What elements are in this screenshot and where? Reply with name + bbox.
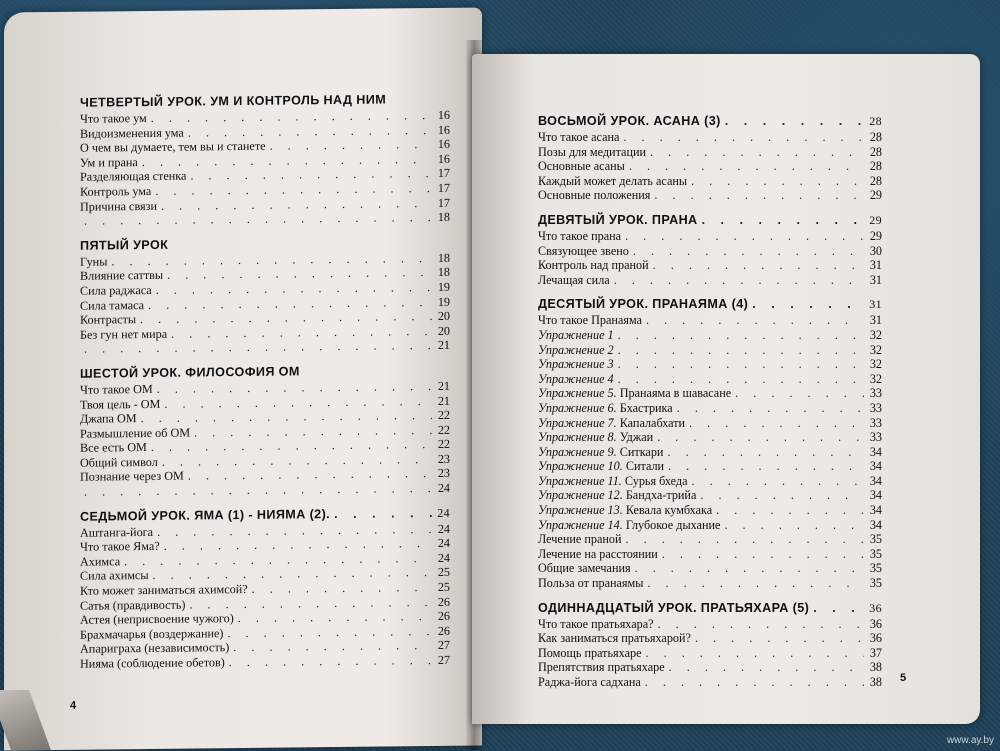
entry-page-number: 33 <box>869 386 882 401</box>
entry-title <box>538 488 696 503</box>
entry-title: Польза от пранаямы <box>538 576 644 591</box>
toc-entry <box>538 273 882 288</box>
entry-title: Без гун нет мира <box>80 326 168 342</box>
dot-leader <box>695 631 864 646</box>
dot-leader <box>724 518 864 533</box>
toc-entry <box>538 503 882 518</box>
toc-entry <box>538 313 882 328</box>
entry-title-italic: Упражнение 13. <box>538 503 623 518</box>
toc-entry <box>80 481 450 499</box>
dot-leader <box>618 372 864 387</box>
entry-page-number: 19 <box>437 279 450 294</box>
entry-page-number: 33 <box>869 415 882 430</box>
toc-entry <box>538 244 882 259</box>
section-heading-text: ЧЕТВЕРТЫЙ УРОК. УМ И КОНТРОЛЬ НАД НИМ <box>80 92 387 110</box>
entry-page-number: 17 <box>437 195 450 210</box>
entry-title: Что такое асана <box>538 130 620 144</box>
entry-title <box>538 401 673 416</box>
dot-leader <box>657 430 864 445</box>
entry-title <box>538 459 664 474</box>
section-heading-text: ОДИННАДЦАТЫЙ УРОК. ПРАТЬЯХАРА (5) <box>538 600 810 615</box>
entry-page-number: 35 <box>869 532 882 547</box>
dot-leader <box>735 386 864 401</box>
dot-leader <box>84 338 432 356</box>
toc-entry <box>80 338 450 356</box>
entry-page-number: 17 <box>437 166 450 181</box>
entry-page-number: 37 <box>869 645 882 660</box>
toc-section <box>538 114 882 203</box>
entry-title-italic: Упражнение 14. <box>538 517 623 532</box>
toc-entry <box>538 532 882 547</box>
entry-title: Контроль ума <box>80 183 152 199</box>
entry-page-number: 32 <box>869 327 882 342</box>
entry-title: Размышление об ОМ <box>80 425 191 441</box>
entry-title: Препятствия пратьяхаре <box>538 660 665 675</box>
dot-leader <box>645 675 864 690</box>
entry-page-number: 28 <box>869 144 882 159</box>
entry-title: Гуны <box>80 254 108 269</box>
section-heading-text: СЕДЬМОЙ УРОК. ЯМА (1) - НИЯМА (2). <box>80 506 331 524</box>
toc-section <box>80 505 450 671</box>
section-heading <box>538 213 882 227</box>
dot-leader <box>725 114 864 128</box>
entry-page-number: 38 <box>869 660 882 675</box>
entry-title: Лечение праной <box>538 532 622 547</box>
entry-title-italic: Упражнение 5. <box>538 386 617 401</box>
entry-title-italic: Упражнение 1 <box>538 327 614 342</box>
entry-page-number: 29 <box>869 188 882 203</box>
entry-page-number: 36 <box>869 616 882 631</box>
section-heading <box>538 601 882 615</box>
dot-leader <box>669 660 864 675</box>
dot-leader <box>647 576 864 591</box>
dot-leader <box>229 653 432 670</box>
entry-page-number: 32 <box>869 371 882 386</box>
dot-leader <box>84 210 432 228</box>
toc-entry <box>538 145 882 160</box>
entry-title: Лечащая сила <box>538 272 610 287</box>
entry-title: Астея (неприсвоение чужого) <box>80 611 234 627</box>
entry-title: Сила тамаса <box>80 297 145 313</box>
dot-leader <box>689 416 864 431</box>
entry-title <box>538 445 663 460</box>
section-heading-text: ДЕСЯТЫЙ УРОК. ПРАНАЯМА (4) <box>538 297 749 312</box>
section-heading-text: ВОСЬМОЙ УРОК. АСАНА (3) <box>538 114 721 128</box>
toc-section <box>80 363 450 500</box>
entry-title: Что такое ОМ <box>80 381 153 397</box>
section-heading <box>80 363 450 381</box>
entry-title-rest: Бхастрика <box>616 400 673 415</box>
entry-page-number: 19 <box>437 294 450 309</box>
entry-title-italic: Упражнение 7. <box>538 415 617 430</box>
entry-page-number: 23 <box>437 466 450 481</box>
entry-title-italic: Упражнение 4 <box>538 371 614 386</box>
right-page <box>472 54 980 724</box>
entry-title <box>538 357 614 372</box>
dot-leader <box>635 561 864 576</box>
entry-title: Раджа-йога садхана <box>538 675 641 689</box>
dot-leader <box>692 474 864 489</box>
entry-title: Кто может заниматься ахимсой? <box>80 581 248 598</box>
entry-title: Лечение на расстоянии <box>538 546 658 561</box>
entry-page-number: 21 <box>437 338 450 353</box>
toc-entry <box>538 328 882 343</box>
entry-title: Брахмачарья (воздержание) <box>80 626 224 642</box>
entry-page-number: 32 <box>869 357 882 372</box>
entry-title: Помощь пратьяхаре <box>538 645 642 660</box>
toc-entry <box>538 445 882 460</box>
entry-title-italic: Упражнение 2 <box>538 342 614 357</box>
toc-entry <box>538 174 882 189</box>
dot-leader <box>653 258 864 273</box>
right-toc <box>538 114 882 700</box>
left-toc <box>80 92 450 681</box>
entry-title-italic: Упражнение 6. <box>538 400 617 415</box>
entry-page-number: 24 <box>437 521 450 536</box>
entry-page-number: 34 <box>869 444 882 459</box>
dot-leader <box>658 617 864 632</box>
entry-title: Сила ахимсы <box>80 568 149 584</box>
toc-entry <box>80 653 450 671</box>
entry-title: Познание через ОМ <box>80 469 184 485</box>
section-heading <box>538 114 882 128</box>
entry-title <box>538 372 614 387</box>
entry-page-number: 22 <box>437 437 450 452</box>
toc-entry <box>538 576 882 591</box>
section-heading <box>80 235 450 253</box>
entry-title: Что такое прана <box>538 228 622 243</box>
entry-title: Каждый может делать асаны <box>538 173 688 188</box>
toc-entry <box>538 258 882 273</box>
section-page-number: 29 <box>869 212 882 227</box>
entry-title: Основные положения <box>538 188 651 203</box>
entry-page-number: 26 <box>437 594 450 609</box>
entry-title: Позы для медитации <box>538 144 647 159</box>
entry-title-italic: Упражнение 9. <box>538 444 617 459</box>
entry-page-number: 20 <box>437 308 450 324</box>
section-heading-text: ШЕСТОЙ УРОК. ФИЛОСОФИЯ ОМ <box>80 364 300 381</box>
entry-title: Как заниматься пратьяхарой? <box>538 631 691 646</box>
entry-title <box>538 430 653 445</box>
dot-leader <box>662 547 864 562</box>
section-heading <box>80 92 450 110</box>
entry-title <box>538 343 614 358</box>
dot-leader <box>650 145 864 160</box>
entry-title: Разделяющая стенка <box>80 168 187 185</box>
entry-page-number: 28 <box>869 130 882 144</box>
toc-entry <box>538 675 882 690</box>
entry-page-number: 34 <box>869 503 882 518</box>
dot-leader <box>618 328 864 343</box>
entry-page-number: 35 <box>869 546 882 561</box>
entry-title-rest: Капалабхати <box>616 415 686 430</box>
entry-title: Апариграха (независимость) <box>80 640 230 657</box>
dot-leader <box>716 503 864 518</box>
entry-page-number: 16 <box>437 137 450 152</box>
toc-entry <box>538 386 882 401</box>
section-page-number: 28 <box>869 114 882 128</box>
entry-title: Все есть ОМ <box>80 440 147 455</box>
entry-page-number: 36 <box>869 631 882 646</box>
toc-entry <box>80 210 450 228</box>
entry-page-number: 22 <box>437 422 450 437</box>
watermark: www.ay.by <box>946 735 994 746</box>
toc-section <box>80 235 450 357</box>
toc-entry <box>538 416 882 431</box>
entry-page-number: 30 <box>869 243 882 258</box>
dot-leader <box>654 188 864 203</box>
entry-title <box>538 416 685 431</box>
entry-title-rest: Ситали <box>622 459 665 474</box>
section-page-number: 24 <box>437 505 450 520</box>
entry-page-number: 16 <box>437 122 450 137</box>
entry-title <box>538 518 720 533</box>
dot-leader <box>752 297 864 311</box>
entry-page-number: 31 <box>869 258 882 273</box>
toc-entry <box>538 474 882 489</box>
entry-title: Нияма (соблюдение обетов) <box>80 655 225 671</box>
entry-page-number: 27 <box>437 652 450 667</box>
toc-entry <box>538 459 882 474</box>
entry-page-number: 31 <box>869 272 882 287</box>
entry-page-number: 34 <box>869 473 882 488</box>
entry-page-number: 22 <box>437 407 450 423</box>
left-page <box>4 7 482 750</box>
entry-title: Ахимса <box>80 554 121 569</box>
entry-page-number: 38 <box>869 675 882 689</box>
entry-page-number: 24 <box>437 480 450 496</box>
dot-leader <box>625 229 864 244</box>
dot-leader <box>700 488 864 503</box>
dot-leader <box>646 313 864 328</box>
entry-page-number: 26 <box>437 609 450 624</box>
toc-section <box>538 213 882 287</box>
dot-leader <box>614 273 864 288</box>
entry-page-number: 35 <box>869 561 882 576</box>
entry-title: Общие замечания <box>538 561 631 576</box>
entry-page-number: 18 <box>437 265 450 280</box>
entry-page-number: 21 <box>437 378 450 393</box>
entry-title: Что такое ум <box>80 111 147 126</box>
dot-leader <box>618 343 864 358</box>
entry-page-number: 28 <box>869 159 882 174</box>
entry-page-number: 34 <box>869 488 882 503</box>
entry-title: О чем вы думаете, тем вы и станете <box>80 138 266 155</box>
entry-title-rest: Уджаи <box>616 430 654 445</box>
entry-title: Влияние саттвы <box>80 268 164 284</box>
entry-title-italic: Упражнение 11. <box>538 473 622 488</box>
entry-title <box>538 386 731 401</box>
entry-page-number: 26 <box>437 623 450 638</box>
dot-leader <box>623 130 864 145</box>
entry-title <box>538 328 614 343</box>
toc-entry <box>538 488 882 503</box>
entry-page-number: 31 <box>869 313 882 328</box>
dot-leader <box>84 481 432 499</box>
entry-page-number: 27 <box>437 638 450 653</box>
dot-leader <box>702 213 864 227</box>
entry-title: Основные асаны <box>538 159 625 174</box>
entry-title: Связующее звено <box>538 243 629 258</box>
entry-title: Контрасты <box>80 312 137 327</box>
toc-entry <box>538 343 882 358</box>
toc-entry <box>538 159 882 174</box>
entry-title: Сила раджаса <box>80 282 152 298</box>
entry-page-number: 18 <box>437 250 450 265</box>
entry-title: Видоизменения ума <box>80 125 184 141</box>
entry-title-italic: Упражнение 12. <box>538 488 623 503</box>
section-heading-text: ПЯТЫЙ УРОК <box>80 237 169 253</box>
toc-entry <box>538 401 882 416</box>
dot-leader <box>668 459 864 474</box>
entry-page-number: 33 <box>869 400 882 415</box>
entry-title-rest: Пранаяма в шавасане <box>616 386 732 401</box>
toc-entry <box>538 631 882 646</box>
dot-leader <box>646 646 864 661</box>
toc-section <box>80 92 450 229</box>
entry-title-rest: Сурья бхеда <box>621 473 688 488</box>
entry-page-number: 32 <box>869 342 882 357</box>
toc-entry <box>538 357 882 372</box>
dot-leader <box>618 357 864 372</box>
section-page-number: 36 <box>869 600 882 615</box>
dot-leader <box>667 445 864 460</box>
toc-entry <box>538 617 882 632</box>
entry-title <box>538 503 712 518</box>
toc-entry <box>538 372 882 387</box>
entry-title <box>538 474 688 489</box>
entry-title: Сатья (правдивость) <box>80 597 186 613</box>
toc-entry <box>538 188 882 203</box>
dot-leader <box>633 244 864 259</box>
entry-page-number: 34 <box>869 459 882 474</box>
left-page-number: 4 <box>70 699 77 712</box>
toc-entry <box>538 660 882 675</box>
entry-title: Что такое пратьяхара? <box>538 616 654 631</box>
entry-title: Ум и прана <box>80 154 138 170</box>
entry-title: Джапа ОМ <box>80 411 137 426</box>
section-heading <box>80 505 450 523</box>
entry-page-number: 33 <box>869 430 882 445</box>
entry-page-number: 29 <box>869 228 882 243</box>
entry-title-italic: Упражнение 3 <box>538 357 614 372</box>
entry-title: Аштанга-йога <box>80 524 154 540</box>
entry-page-number: 18 <box>437 209 450 225</box>
toc-entry <box>538 430 882 445</box>
toc-entry <box>538 229 882 244</box>
entry-page-number: 21 <box>437 393 450 408</box>
entry-page-number: 23 <box>437 451 450 466</box>
dot-leader <box>691 174 864 189</box>
right-page-number: 5 <box>900 672 907 684</box>
entry-page-number: 25 <box>437 565 450 580</box>
entry-title-rest: Ситкари <box>616 444 664 459</box>
dot-leader <box>334 506 432 521</box>
entry-page-number: 25 <box>437 579 450 594</box>
toc-entry <box>538 646 882 661</box>
dot-leader <box>677 401 864 416</box>
toc-entry <box>538 130 882 145</box>
entry-title: Что такое Пранаяма <box>538 313 642 328</box>
toc-entry <box>538 547 882 562</box>
entry-title: Контроль над праной <box>538 258 649 273</box>
entry-page-number: 20 <box>437 323 450 338</box>
entry-page-number: 17 <box>437 180 450 195</box>
entry-page-number: 16 <box>437 151 450 166</box>
entry-title: Что такое Яма? <box>80 539 160 554</box>
entry-title-rest: Кевала кумбхака <box>622 503 713 518</box>
section-heading-text: ДЕВЯТЫЙ УРОК. ПРАНА <box>538 212 698 227</box>
entry-title-italic: Упражнение 8. <box>538 430 617 445</box>
entry-title: Причина связи <box>80 198 157 214</box>
dot-leader <box>626 532 865 547</box>
entry-title-rest: Глубокое дыхание <box>622 517 721 532</box>
toc-section <box>538 297 882 590</box>
entry-page-number: 28 <box>869 173 882 188</box>
entry-page-number: 24 <box>437 550 450 565</box>
toc-entry <box>538 518 882 533</box>
dot-leader <box>813 601 864 615</box>
section-heading <box>538 297 882 311</box>
dot-leader <box>629 159 864 174</box>
toc-section <box>538 601 882 690</box>
entry-title: Твоя цель - ОМ <box>80 396 161 412</box>
entry-page-number: 16 <box>437 107 450 122</box>
entry-page-number: 34 <box>869 517 882 532</box>
section-page-number: 31 <box>869 297 882 312</box>
entry-page-number: 35 <box>869 576 882 591</box>
entry-title: Общий символ <box>80 454 158 470</box>
entry-title-italic: Упражнение 10. <box>538 459 623 474</box>
entry-title-rest: Бандха-трийа <box>622 488 697 503</box>
entry-page-number: 24 <box>437 536 450 551</box>
toc-entry <box>538 561 882 576</box>
